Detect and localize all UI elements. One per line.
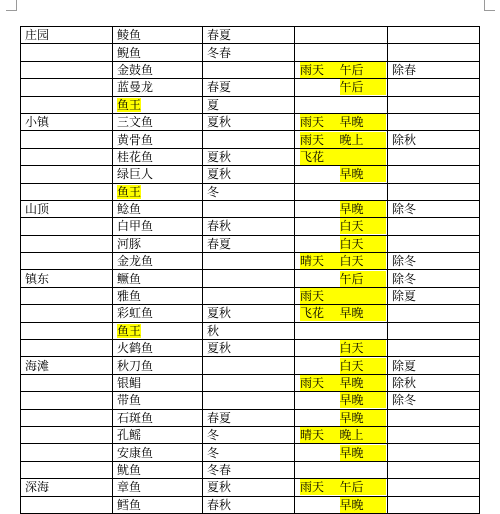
season-cell: 冬 <box>203 426 295 443</box>
area-cell <box>21 305 113 322</box>
fish-cell <box>113 340 203 357</box>
fish-cell <box>113 148 203 165</box>
note-cell <box>388 322 480 339</box>
table-row <box>21 235 480 252</box>
fish-cell <box>113 357 203 374</box>
area-cell <box>21 340 113 357</box>
area-cell: 镇东 <box>21 270 113 287</box>
table-row <box>21 96 480 113</box>
time-value: 晚上 <box>340 132 386 148</box>
time-value: 早晚 <box>340 201 386 217</box>
condition-cell <box>295 96 388 113</box>
fish-name: 孔鳐 <box>117 428 142 443</box>
season-cell: 夏秋 <box>203 305 295 322</box>
condition-group <box>300 79 386 95</box>
area-cell: 庄园 <box>21 27 113 44</box>
season-cell <box>203 392 295 409</box>
time-value: 白天 <box>340 236 386 252</box>
fish-name: 雅鱼 <box>117 289 142 304</box>
fish-cell <box>113 79 203 96</box>
time-value: 早晚 <box>340 166 386 182</box>
season-cell: 秋 <box>203 322 295 339</box>
fish-cell <box>113 96 203 113</box>
area-cell: 深海 <box>21 479 113 496</box>
time-value: 白天 <box>340 253 386 269</box>
season-cell: 冬春 <box>203 44 295 61</box>
condition-group <box>300 392 386 408</box>
time-value: 晚上 <box>340 427 386 443</box>
table-row <box>21 374 480 391</box>
note-cell <box>388 444 480 461</box>
fish-cell <box>113 287 203 304</box>
condition-group <box>300 218 386 234</box>
weather-value <box>300 445 340 461</box>
season-cell: 夏秋 <box>203 340 295 357</box>
area-cell: 山顶 <box>21 200 113 217</box>
fish-name: 鲵鱼 <box>117 45 142 60</box>
table-row <box>21 27 480 44</box>
condition-group <box>300 479 386 495</box>
season-cell: 春夏 <box>203 79 295 96</box>
condition-cell <box>295 253 388 270</box>
table-row <box>21 200 480 217</box>
condition-cell <box>295 44 388 61</box>
weather-value <box>300 79 340 95</box>
fish-name: 鱼王 <box>117 323 142 338</box>
condition-group <box>300 149 386 165</box>
area-cell <box>21 322 113 339</box>
condition-group <box>300 114 386 130</box>
note-cell: 除秋 <box>388 131 480 148</box>
condition-cell <box>295 218 388 235</box>
time-value: 午后 <box>340 79 386 95</box>
condition-group <box>300 62 386 78</box>
condition-group <box>300 340 386 356</box>
note-cell: 除冬 <box>388 253 480 270</box>
fish-cell <box>113 253 203 270</box>
area-cell <box>21 409 113 426</box>
table-row <box>21 218 480 235</box>
fish-cell <box>113 374 203 391</box>
condition-group <box>300 201 386 217</box>
weather-value: 雨天 <box>300 375 340 391</box>
time-value: 早晚 <box>340 114 386 130</box>
season-cell: 冬 <box>203 444 295 461</box>
weather-value: 雨天 <box>300 132 340 148</box>
fish-cell <box>113 444 203 461</box>
area-cell <box>21 218 113 235</box>
weather-value: 雨天 <box>300 288 386 304</box>
table-row <box>21 340 480 357</box>
weather-value: 雨天 <box>300 114 340 130</box>
fish-name: 鱼王 <box>117 97 142 112</box>
area-cell <box>21 131 113 148</box>
table-row <box>21 392 480 409</box>
condition-group <box>300 132 386 148</box>
season-cell <box>203 200 295 217</box>
fish-cell <box>113 479 203 496</box>
area-cell <box>21 44 113 61</box>
fish-cell <box>113 218 203 235</box>
area-cell <box>21 96 113 113</box>
season-cell: 春夏 <box>203 235 295 252</box>
note-cell <box>388 44 480 61</box>
area-cell <box>21 444 113 461</box>
note-cell <box>388 426 480 443</box>
condition-cell <box>295 183 388 200</box>
weather-value <box>300 166 340 182</box>
note-cell: 除夏 <box>388 357 480 374</box>
page-corner-mark-right <box>484 0 495 11</box>
fish-cell <box>113 183 203 200</box>
weather-value <box>300 392 340 408</box>
fish-name: 石斑鱼 <box>117 410 154 425</box>
table-row <box>21 287 480 304</box>
weather-value: 飞花 <box>300 149 386 165</box>
area-cell <box>21 461 113 478</box>
fish-cell <box>113 131 203 148</box>
weather-value <box>300 236 340 252</box>
note-cell <box>388 409 480 426</box>
note-cell <box>388 166 480 183</box>
table-row <box>21 166 480 183</box>
fish-cell <box>113 27 203 44</box>
fish-cell <box>113 113 203 130</box>
fish-name: 鲮鱼 <box>117 28 142 43</box>
fish-name: 鳜鱼 <box>117 271 142 286</box>
area-cell <box>21 287 113 304</box>
weather-value: 晴天 <box>300 253 340 269</box>
fish-name: 桂花鱼 <box>117 149 154 164</box>
note-cell <box>388 113 480 130</box>
weather-value <box>300 271 340 287</box>
area-cell <box>21 61 113 78</box>
condition-cell <box>295 113 388 130</box>
fish-cell <box>113 200 203 217</box>
condition-cell <box>295 61 388 78</box>
fish-name: 火鹤鱼 <box>117 341 154 356</box>
fish-cell <box>113 61 203 78</box>
season-cell <box>203 61 295 78</box>
fish-table-body <box>21 27 480 514</box>
season-cell <box>203 374 295 391</box>
area-cell <box>21 148 113 165</box>
weather-value: 雨天 <box>300 479 340 495</box>
fish-name: 鲶鱼 <box>117 202 142 217</box>
fish-name: 鳕鱼 <box>117 497 142 512</box>
weather-value <box>300 201 340 217</box>
condition-cell <box>295 461 388 478</box>
season-cell: 夏 <box>203 96 295 113</box>
season-cell: 夏秋 <box>203 166 295 183</box>
note-cell: 除春 <box>388 61 480 78</box>
table-row <box>21 270 480 287</box>
note-cell: 除夏 <box>388 287 480 304</box>
condition-cell <box>295 27 388 44</box>
condition-cell <box>295 270 388 287</box>
fish-name: 彩虹鱼 <box>117 306 154 321</box>
fish-cell <box>113 461 203 478</box>
weather-value: 飞花 <box>300 305 340 321</box>
area-cell <box>21 374 113 391</box>
table-row <box>21 322 480 339</box>
fish-name: 金鼓鱼 <box>117 62 154 77</box>
condition-cell <box>295 166 388 183</box>
table-row <box>21 148 480 165</box>
time-value: 早晚 <box>340 410 386 426</box>
table-row <box>21 479 480 496</box>
time-value: 早晚 <box>340 392 386 408</box>
fish-cell <box>113 166 203 183</box>
table-row <box>21 253 480 270</box>
season-cell: 冬 <box>203 183 295 200</box>
condition-group <box>300 305 386 321</box>
condition-cell <box>295 426 388 443</box>
fish-name: 白甲鱼 <box>117 219 154 234</box>
area-cell: 小镇 <box>21 113 113 130</box>
weather-value <box>300 340 340 356</box>
time-value: 早晚 <box>340 305 386 321</box>
condition-cell <box>295 374 388 391</box>
weather-value <box>300 410 340 426</box>
condition-cell <box>295 200 388 217</box>
note-cell <box>388 305 480 322</box>
fish-name: 蓝曼龙 <box>117 80 154 95</box>
table-row <box>21 183 480 200</box>
fish-cell <box>113 235 203 252</box>
condition-cell <box>295 305 388 322</box>
note-cell <box>388 27 480 44</box>
note-cell <box>388 340 480 357</box>
season-cell: 春夏 <box>203 27 295 44</box>
fish-table <box>20 26 480 514</box>
fish-cell <box>113 322 203 339</box>
season-cell: 夏秋 <box>203 479 295 496</box>
fish-name: 秋刀鱼 <box>117 358 154 373</box>
condition-group <box>300 271 386 287</box>
condition-cell <box>295 79 388 96</box>
note-cell: 除冬 <box>388 392 480 409</box>
fish-name: 绿巨人 <box>117 167 154 182</box>
time-value: 午后 <box>340 62 386 78</box>
condition-group <box>300 427 386 443</box>
condition-cell <box>295 322 388 339</box>
season-cell: 春夏 <box>203 409 295 426</box>
condition-group <box>300 358 386 374</box>
condition-group <box>300 236 386 252</box>
fish-cell <box>113 426 203 443</box>
fish-cell <box>113 305 203 322</box>
time-value: 白天 <box>340 218 386 234</box>
area-cell <box>21 392 113 409</box>
fish-name: 带鱼 <box>117 393 142 408</box>
condition-group <box>300 166 386 182</box>
weather-value <box>300 218 340 234</box>
table-row <box>21 113 480 130</box>
note-cell <box>388 479 480 496</box>
time-value: 早晚 <box>340 445 386 461</box>
condition-cell <box>295 340 388 357</box>
season-cell <box>203 357 295 374</box>
condition-group <box>300 445 386 461</box>
time-value: 白天 <box>340 358 386 374</box>
note-cell: 除冬 <box>388 270 480 287</box>
fish-name: 三文鱼 <box>117 115 154 130</box>
area-cell <box>21 183 113 200</box>
table-row <box>21 409 480 426</box>
fish-name: 河豚 <box>117 236 142 251</box>
weather-value <box>300 497 340 513</box>
fish-name: 金龙鱼 <box>117 254 154 269</box>
condition-cell <box>295 444 388 461</box>
fish-name: 银鲳 <box>117 376 142 390</box>
note-cell: 除冬 <box>388 200 480 217</box>
note-cell <box>388 183 480 200</box>
condition-cell <box>295 409 388 426</box>
area-cell: 海滩 <box>21 357 113 374</box>
season-cell <box>203 253 295 270</box>
table-row <box>21 426 480 443</box>
table-row <box>21 131 480 148</box>
condition-cell <box>295 479 388 496</box>
fish-name: 安康鱼 <box>117 445 154 460</box>
condition-group <box>300 410 386 426</box>
season-cell <box>203 131 295 148</box>
season-cell: 春秋 <box>203 218 295 235</box>
table-row <box>21 461 480 478</box>
area-cell <box>21 426 113 443</box>
fish-name: 黄骨鱼 <box>117 132 154 147</box>
season-cell <box>203 287 295 304</box>
condition-cell <box>295 131 388 148</box>
note-cell <box>388 461 480 478</box>
fish-name: 章鱼 <box>117 480 142 495</box>
table-row <box>21 444 480 461</box>
note-cell <box>388 235 480 252</box>
condition-group <box>300 288 386 304</box>
fish-cell <box>113 392 203 409</box>
season-cell: 夏秋 <box>203 148 295 165</box>
weather-value: 雨天 <box>300 62 340 78</box>
area-cell <box>21 166 113 183</box>
table-row <box>21 61 480 78</box>
table-row <box>21 357 480 374</box>
season-cell: 春秋 <box>203 496 295 513</box>
condition-cell <box>295 287 388 304</box>
condition-group <box>300 375 386 391</box>
note-cell: 除秋 <box>388 374 480 391</box>
condition-group <box>300 497 386 513</box>
fish-cell <box>113 409 203 426</box>
area-cell <box>21 79 113 96</box>
time-value: 午后 <box>340 479 386 495</box>
weather-value <box>300 358 340 374</box>
time-value: 早晚 <box>340 497 386 513</box>
time-value: 早晚 <box>340 375 386 391</box>
table-row <box>21 79 480 96</box>
season-cell <box>203 270 295 287</box>
season-cell: 冬春 <box>203 461 295 478</box>
season-cell: 夏秋 <box>203 113 295 130</box>
note-cell <box>388 96 480 113</box>
note-cell <box>388 148 480 165</box>
fish-cell <box>113 270 203 287</box>
note-cell <box>388 218 480 235</box>
table-row <box>21 44 480 61</box>
note-cell <box>388 79 480 96</box>
fish-name: 鱿鱼 <box>117 462 142 477</box>
condition-cell <box>295 392 388 409</box>
condition-group <box>300 253 386 269</box>
area-cell <box>21 235 113 252</box>
fish-cell <box>113 44 203 61</box>
condition-cell <box>295 235 388 252</box>
fish-name: 鱼王 <box>117 184 142 199</box>
weather-value: 晴天 <box>300 427 340 443</box>
time-value: 白天 <box>340 340 386 356</box>
condition-cell <box>295 357 388 374</box>
time-value: 午后 <box>340 271 386 287</box>
table-row <box>21 305 480 322</box>
condition-cell <box>295 148 388 165</box>
page-corner-mark-left <box>6 0 17 11</box>
area-cell <box>21 253 113 270</box>
